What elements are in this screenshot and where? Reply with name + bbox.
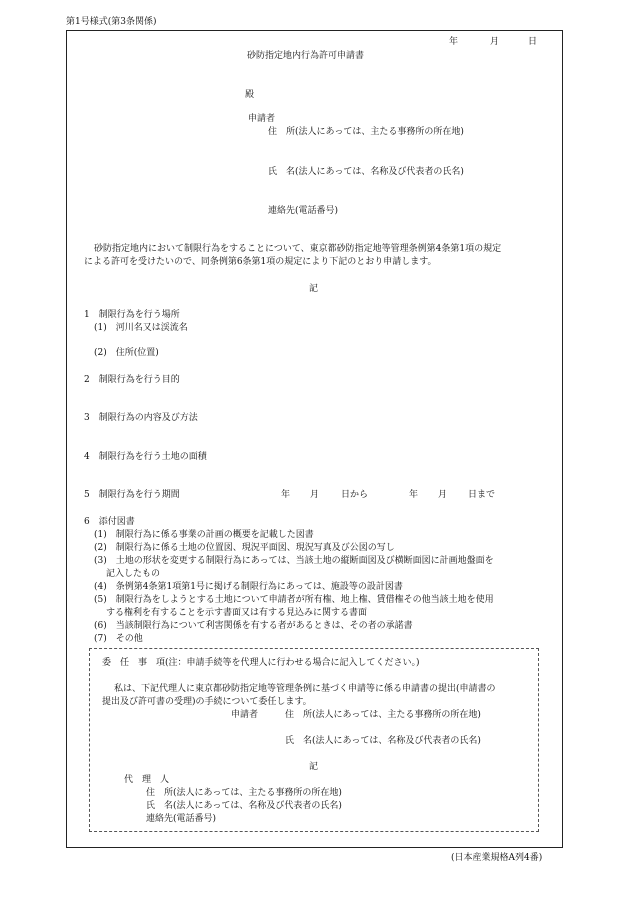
addressee-suffix: 殿 <box>245 90 255 100</box>
applicant-address-label: 住 所(法人にあっては、主たる事務所の所在地) <box>268 127 464 137</box>
attachment-3-line2: 記入したもの <box>106 569 161 579</box>
item-5-period: 5 制限行為を行う期間 <box>84 490 180 500</box>
applicant-contact-label: 連絡先(電話番号) <box>268 206 339 216</box>
attachment-2: (2) 制限行為に係る土地の位置図、現況平面図、現況写真及び公図の写し <box>94 543 395 553</box>
item-1-1-river-name: (1) 河川名又は渓流名 <box>94 323 188 333</box>
delegation-name-label: 氏 名(法人にあっては、名称及び代表者の氏名) <box>285 736 481 746</box>
body-text-line2: による許可を受けたいので、同条例第6条第1項の規定により下記のとおり申請します。 <box>84 257 437 267</box>
delegation-heading: 委 任 事 項(注：申請手続等を代理人に行わせる場合に記入してください。) <box>102 658 420 668</box>
paper-size-note: (日本産業規格A列4番) <box>451 853 543 863</box>
item-3-content: 3 制限行為の内容及び方法 <box>84 413 198 423</box>
form-title: 砂防指定地内行為許可申請書 <box>247 51 365 61</box>
agent-contact: 連絡先(電話番号) <box>146 814 217 824</box>
delegation-ki: 記 <box>309 762 319 772</box>
period-end-month: 月 <box>438 490 448 500</box>
date-month: 月 <box>490 37 500 47</box>
attachment-5-line2: する権利を有することを示す書面又は有する見込みに関する書面 <box>106 608 368 618</box>
attachment-3-line1: (3) 土地の形状を変更する制限行為にあっては、当該土地の縦断面図及び横断面図に計画地盤面を <box>94 556 494 566</box>
form-number: 第1号様式(第3条関係) <box>66 17 157 27</box>
delegation-text-line1: 私は、下記代理人に東京都砂防指定地等管理条例に基づく申請等に係る申請書の提出(申請書の <box>114 684 496 694</box>
period-end-year: 年 <box>409 490 419 500</box>
item-2-purpose: 2 制限行為を行う目的 <box>84 375 180 385</box>
attachment-7: (7) その他 <box>94 634 143 644</box>
applicant-heading: 申請者 <box>248 114 276 124</box>
agent-heading: 代 理 人 <box>124 775 170 785</box>
item-4-area: 4 制限行為を行う土地の面積 <box>84 452 207 462</box>
ki-heading: 記 <box>309 284 319 294</box>
item-1-2-address: (2) 住所(位置) <box>94 348 159 358</box>
period-start-year: 年 <box>281 490 291 500</box>
agent-address: 住 所(法人にあっては、主たる事務所の所在地) <box>146 788 342 798</box>
date-day: 日 <box>528 37 538 47</box>
attachment-4: (4) 条例第4条第1項第1号に掲げる制限行為にあっては、施設等の設計図書 <box>94 582 403 592</box>
applicant-name-label: 氏 名(法人にあっては、名称及び代表者の氏名) <box>268 167 464 177</box>
period-start-month: 月 <box>310 490 320 500</box>
agent-name: 氏 名(法人にあっては、名称及び代表者の氏名) <box>146 801 342 811</box>
delegation-applicant-label: 申請者 <box>231 710 259 720</box>
period-start-day: 日から <box>341 490 369 500</box>
period-end-day: 日まで <box>468 490 496 500</box>
delegation-address-label: 住 所(法人にあっては、主たる事務所の所在地) <box>285 710 481 720</box>
date-year: 年 <box>449 37 459 47</box>
attachment-6: (6) 当該制限行為について利害関係を有する者があるときは、その者の承諾書 <box>94 621 413 631</box>
item-6-attachments: 6 添付図書 <box>84 517 135 527</box>
attachment-5-line1: (5) 制限行為をしようとする土地について申請者が所有権、地上権、賃借権その他当該土地を使用 <box>94 595 494 605</box>
item-1-location: 1 制限行為を行う場所 <box>84 310 180 320</box>
attachment-1: (1) 制限行為に係る事業の計画の概要を記載した図書 <box>94 530 314 540</box>
delegation-text-line2: 提出及び許可書の受理)の手続について委任します。 <box>102 697 312 707</box>
body-text-line1: 砂防指定地内において制限行為をすることについて、東京都砂防指定地等管理条例第4条第1項の規定 <box>94 244 502 254</box>
